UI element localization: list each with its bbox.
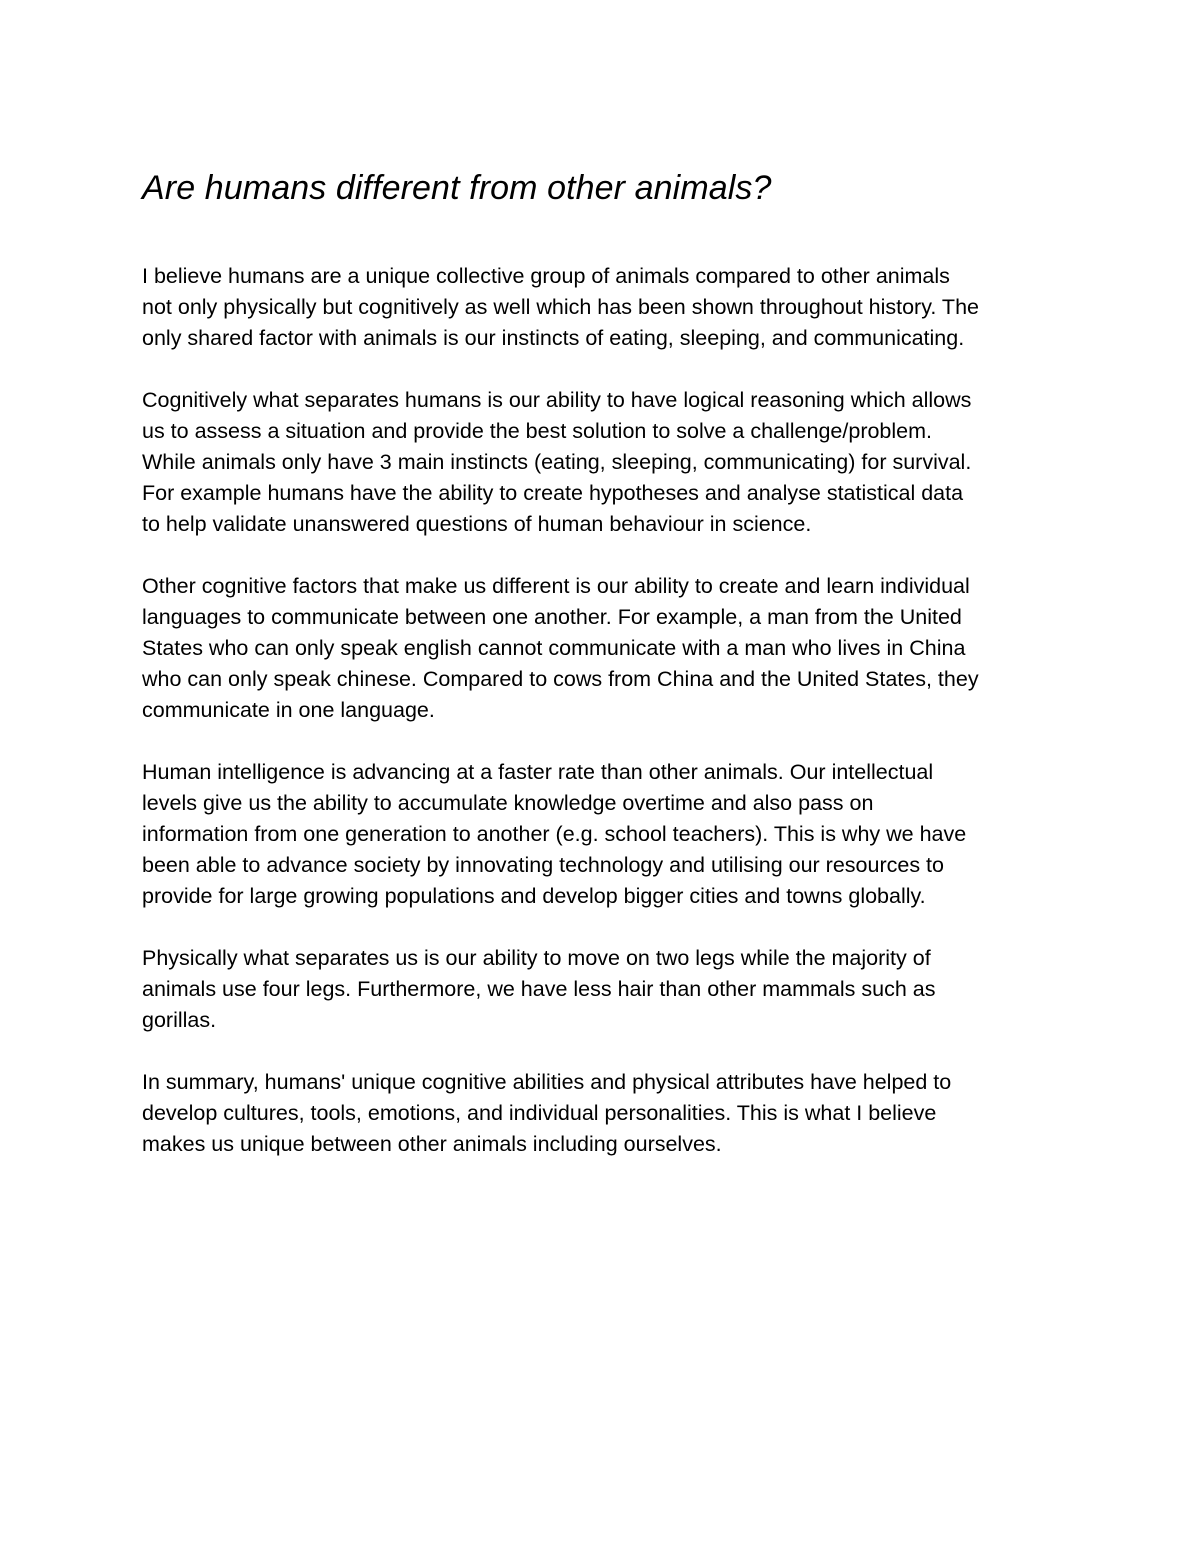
paragraph-line: I believe humans are a unique collective group of animals compared to other animals — [142, 264, 950, 288]
paragraph-1 — [142, 261, 1072, 354]
paragraph-6 — [142, 1067, 1072, 1160]
document-title: Are humans different from other animals? — [142, 169, 772, 207]
paragraph-line: to help validate unanswered questions of human behaviour in science. — [142, 512, 812, 536]
paragraph-line: information from one generation to another (e.g. school teachers). This is why we have — [142, 822, 967, 846]
paragraph-3 — [142, 571, 1072, 726]
paragraph-line: only shared factor with animals is our instincts of eating, sleeping, and communicating. — [142, 326, 965, 350]
paragraph-4 — [142, 757, 1072, 912]
paragraph-line: States who can only speak english cannot communicate with a man who lives in China — [142, 636, 966, 660]
paragraph-line: communicate in one language. — [142, 698, 435, 722]
document-page — [142, 168, 1072, 1191]
paragraph-line: While animals only have 3 main instincts (eating, sleeping, communicating) for survival. — [142, 450, 972, 474]
paragraph-line: Other cognitive factors that make us different is our ability to create and learn individual — [142, 574, 970, 598]
paragraph-5 — [142, 943, 1072, 1036]
paragraph-line: In summary, humans' unique cognitive abilities and physical attributes have helped to — [142, 1070, 952, 1094]
paragraph-line: Physically what separates us is our ability to move on two legs while the majority of — [142, 946, 931, 970]
paragraph-line: been able to advance society by innovating technology and utilising our resources to — [142, 853, 944, 877]
paragraph-line: gorillas. — [142, 1008, 217, 1032]
paragraph-line: develop cultures, tools, emotions, and individual personalities. This is what I believe — [142, 1101, 937, 1125]
paragraph-line: languages to communicate between one another. For example, a man from the United — [142, 605, 962, 629]
paragraph-2 — [142, 385, 1072, 540]
paragraph-line: us to assess a situation and provide the best solution to solve a challenge/problem. — [142, 419, 933, 443]
paragraph-line: animals use four legs. Furthermore, we have less hair than other mammals such as — [142, 977, 936, 1001]
paragraph-line: Human intelligence is advancing at a faster rate than other animals. Our intellectual — [142, 760, 934, 784]
paragraph-line: For example humans have the ability to create hypotheses and analyse statistical data — [142, 481, 964, 505]
paragraph-line: levels give us the ability to accumulate knowledge overtime and also pass on — [142, 791, 874, 815]
paragraph-line: not only physically but cognitively as well which has been shown throughout history. The — [142, 295, 979, 319]
paragraph-line: provide for large growing populations and develop bigger cities and towns globally. — [142, 884, 926, 908]
paragraph-line: makes us unique between other animals including ourselves. — [142, 1132, 722, 1156]
paragraph-line: who can only speak chinese. Compared to cows from China and the United States, they — [142, 667, 979, 691]
paragraph-line: Cognitively what separates humans is our ability to have logical reasoning which allows — [142, 388, 972, 412]
